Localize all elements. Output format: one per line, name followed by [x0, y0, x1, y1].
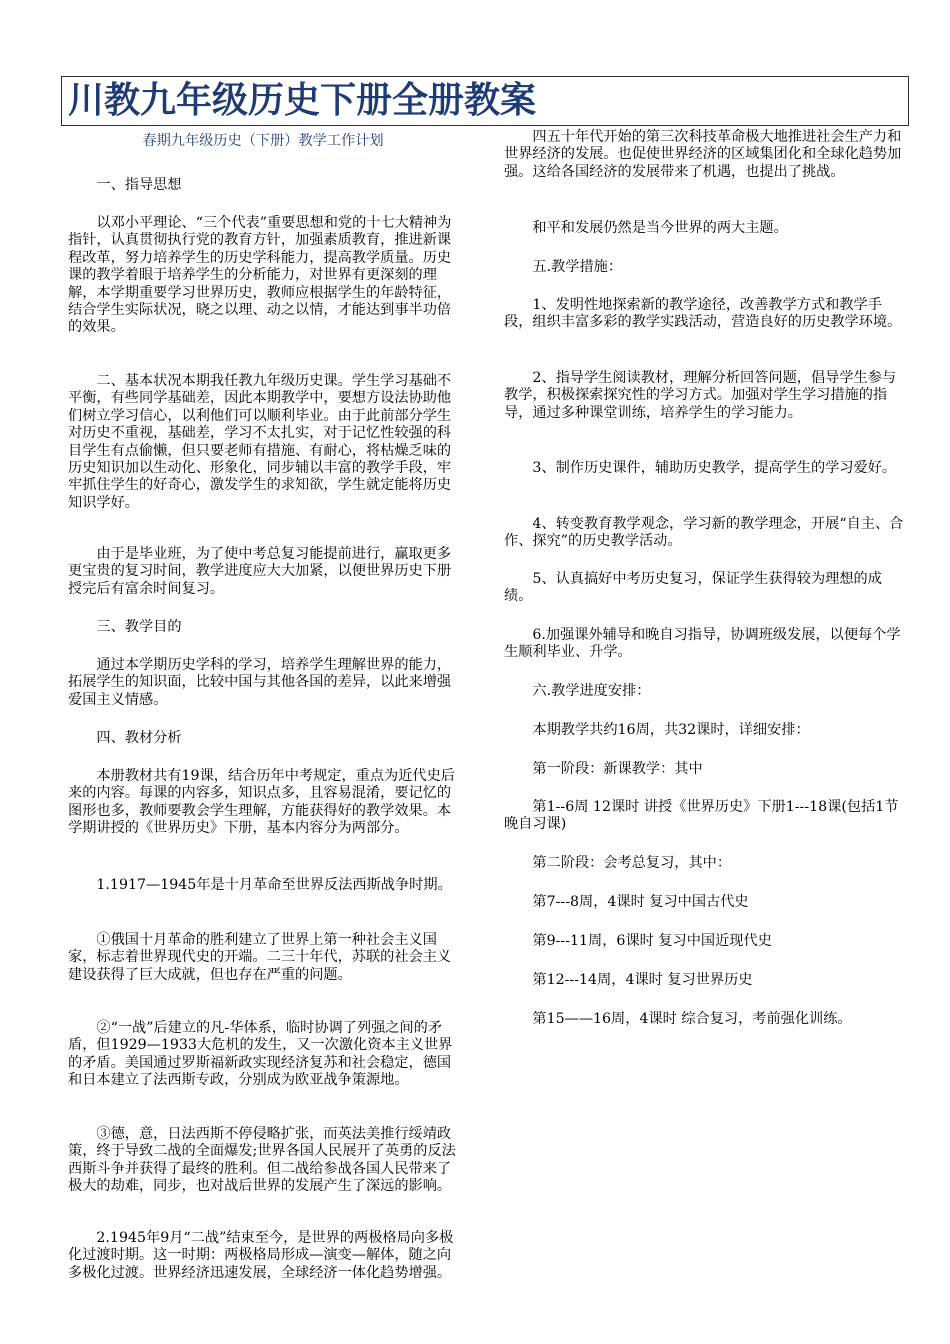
schedule-weeks-1-6: 第1--6周 12课时 讲授《世界历史》下册1---18课(包括1节晚自习课) [504, 799, 899, 833]
measure-item-6: 6.加强课外辅导和晚自习指导，协调班级发展，以便每个学生顺利毕业、升学。 [504, 627, 901, 661]
paragraph-basic-situation: 二、基本状况本期我任教九年级历史课。学生学习基础不平衡，有些同学基础差，因此本期教学中，要想方设法协助他们树立学习信心，以利他们可以顺利毕业。由于此前部分学生对历史不重视，基础差，学习不太扎实，对于记忆性较强的科目学生有点偷懒，但只要老师有措施、有耐心，将枯燥乏味的历史知识加以生动化、形象化，同步辅以丰富的教学手段，牢牢抓住学生的好奇心，激发学生的求知欲，学生就定能将历史知识学好。 [68, 373, 452, 511]
schedule-weeks-7-8: 第7---8周，4课时 复习中国古代史 [532, 894, 749, 910]
plan-subtitle: 春期九年级历史（下册）教学工作计划 [142, 133, 384, 149]
section-heading-guiding-thought: 一、指导思想 [96, 177, 182, 193]
section-heading-textbook-analysis: 四、教材分析 [96, 730, 182, 746]
paragraph-tech-revolution: 四五十年代开始的第三次科技革命极大地推进社会生产力和世界经济的发展。也促使世界经济的区域集团化和全球化趋势加强。这给各国经济的发展带来了机遇，也提出了挑战。 [504, 129, 902, 180]
measure-item-1: 1、发明性地探索新的教学途径，改善教学方式和教学手段，组织丰富多彩的教学实践活动，营造良好的历史教学环境。 [504, 297, 902, 331]
section-heading-teaching-measures: 五.教学措施： [532, 259, 623, 275]
paragraph-period-1: 1.1917—1945年是十月革命至世界反法西斯战争时期。 [96, 877, 452, 893]
paragraph-textbook-analysis: 本册教材共有19课，结合历年中考规定，重点为近代史后来的内容。每课的内容多，知识点多，且容易混淆，要记忆的图形也多，教师要教会学生理解，方能获得好的教学效果。本学期讲授的《世界历史》下册，基本内容分为两部分。 [68, 768, 455, 837]
measure-item-3: 3、制作历史课件，辅助历史教学，提高学生的学习爱好。 [532, 460, 897, 476]
schedule-weeks-9-11: 第9---11周，6课时 复习中国近现代史 [532, 933, 772, 949]
measure-item-5: 5、认真搞好中考历史复习，保证学生获得较为理想的成绩。 [504, 571, 882, 605]
paragraph-peace-development: 和平和发展仍然是当今世界的两大主题。 [532, 220, 788, 236]
section-heading-schedule: 六.教学进度安排： [532, 683, 651, 699]
schedule-stage-2: 第二阶段：会考总复习，其中： [532, 855, 732, 871]
paragraph-period-2: 2.1945年9月“二战”结束至今，是世界的两极格局向多极化过渡时期。这一时期：两极格局形成—演变—解体，随之向多极化过渡。世界经济迅速发展，全球经济一体化趋势增强。 [68, 1230, 454, 1281]
schedule-weeks-15-16: 第15——16周，4课时 综合复习，考前强化训练。 [532, 1011, 852, 1027]
section-heading-teaching-goal: 三、教学目的 [96, 619, 182, 635]
paragraph-item-2: ②“一战”后建立的凡-华体系，临时协调了列强之间的矛盾，但1929—1933大危机的发生，又一次激化资本主义世界的矛盾。美国通过罗斯福新政实现经济复苏和社会稳定，德国和日本建立了法西斯专政，分别成为欧亚战争策源地。 [68, 1020, 453, 1089]
schedule-weeks-12-14: 第12---14周，4课时 复习世界历史 [532, 972, 753, 988]
paragraph-guiding-thought: 以邓小平理论、“三个代表”重要思想和党的十七大精神为指针，认真贯彻执行党的教育方针，加强素质教育，推进新课程改革，努力培养学生的历史学科能力，提高教学质量。历史课的教学着眼于培养学生的分析能力，对世界有更深刻的理解，本学期重要学习世界历史，教师应根据学生的年龄特征，结合学生实际状况，晓之以理、动之以情，才能达到事半功倍的效果。 [68, 215, 452, 336]
measure-item-4: 4、转变教育教学观念，学习新的教学理念，开展“自主、合作、探究”的历史教学活动。 [504, 516, 904, 550]
document-title-box [61, 76, 909, 126]
schedule-stage-1: 第一阶段：新课教学：其中 [532, 761, 703, 777]
paragraph-item-1: ①俄国十月革命的胜利建立了世界上第一种社会主义国家，标志着世界现代史的开端。二三十年代，苏联的社会主义建设获得了巨大成就，但也存在严重的问题。 [68, 932, 452, 983]
paragraph-item-3: ③德，意，日法西斯不停侵略扩张，而英法美推行绥靖政策，终于导致二战的全面爆发;世界各国人民展开了英勇的反法西斯斗争并获得了最终的胜利。但二战给参战各国人民带来了极大的劫难，同步，也对战后世界的发展产生了深远的影响。 [68, 1126, 456, 1195]
schedule-summary: 本期教学共约16周，共32课时，详细安排： [532, 722, 810, 738]
paragraph-graduating-class: 由于是毕业班，为了使中考总复习能提前进行，赢取更多更宝贵的复习时间，教学进度应大大加紧，以便世界历史下册授完后有富余时间复习。 [68, 546, 452, 597]
measure-item-2: 2、指导学生阅读教材，理解分析回答问题，倡导学生参与教学，积极探索探究性的学习方式。加强对学生学习措施的指导，通过多种课堂训练，培养学生的学习能力。 [504, 370, 897, 421]
document-title: 川教九年级历史下册全册教案 [68, 80, 537, 121]
paragraph-teaching-goal: 通过本学期历史学科的学习，培养学生理解世界的能力，拓展学生的知识面，比较中国与其他各国的差异，以此来增强爱国主义情感。 [68, 657, 452, 708]
